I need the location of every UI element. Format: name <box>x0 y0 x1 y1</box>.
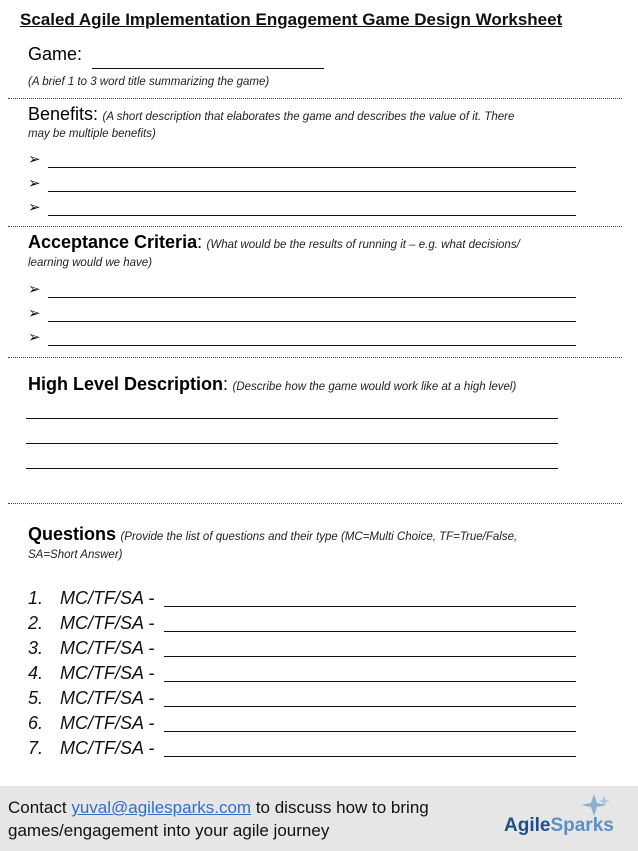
section-divider <box>8 503 622 504</box>
question-answer-line[interactable] <box>164 681 576 682</box>
section-divider <box>8 98 622 99</box>
question-answer-line[interactable] <box>164 756 576 757</box>
description-line-3[interactable] <box>26 468 558 469</box>
questions-label: Questions <box>28 524 117 544</box>
footer-contact-suffix: to discuss how to bring <box>251 798 429 817</box>
question-row[interactable] <box>28 638 588 662</box>
benefit-line-1[interactable] <box>28 150 588 170</box>
acceptance-line-1[interactable] <box>28 280 588 300</box>
arrow-bullet-icon: ➢ <box>28 199 41 216</box>
benefits-heading <box>28 104 618 125</box>
question-number: 4. <box>28 663 44 683</box>
acceptance-hint-line1: (What would be the results of running it – e.g. what decisions/ <box>206 239 520 251</box>
question-row[interactable] <box>28 738 588 762</box>
questions-hint-line1: (Provide the list of questions and their type (MC=Multi Choice, TF=True/False, <box>120 531 518 543</box>
question-number: 3. <box>28 638 44 658</box>
game-section <box>28 44 618 65</box>
question-row[interactable] <box>28 688 588 712</box>
description-line-2[interactable] <box>26 443 558 444</box>
arrow-bullet-icon: ➢ <box>28 329 41 346</box>
contact-email-link[interactable]: yuval@agilesparks.com <box>71 798 252 817</box>
acceptance-line-2[interactable] <box>28 304 588 324</box>
acceptance-line-3[interactable] <box>28 328 588 348</box>
arrow-bullet-icon: ➢ <box>28 305 41 322</box>
benefits-label: Benefits: <box>28 104 99 124</box>
benefits-hint-line1: (A short description that elaborates the game and describes the value of it. There <box>102 111 515 123</box>
question-number: 2. <box>28 613 44 633</box>
question-number: 7. <box>28 738 44 758</box>
question-answer-line[interactable] <box>164 706 576 707</box>
benefit-line-2[interactable] <box>28 174 588 194</box>
question-row[interactable] <box>28 713 588 737</box>
benefit-line-3[interactable] <box>28 198 588 218</box>
section-divider <box>8 357 622 358</box>
question-type-label: MC/TF/SA - <box>60 713 155 733</box>
footer-banner <box>0 786 638 851</box>
footer-contact-prefix: Contact <box>8 798 72 817</box>
acceptance-heading <box>28 232 618 253</box>
arrow-bullet-icon: ➢ <box>28 175 41 192</box>
description-label: High Level Description: <box>28 374 229 394</box>
game-label: Game: <box>28 44 83 64</box>
question-type-label: MC/TF/SA - <box>60 688 155 708</box>
question-type-label: MC/TF/SA - <box>60 663 155 683</box>
footer-line2: games/engagement into your agile journey <box>8 821 330 840</box>
question-row[interactable] <box>28 613 588 637</box>
description-heading <box>28 374 618 395</box>
logo-wordmark <box>504 815 614 837</box>
footer-text <box>8 796 429 842</box>
description-line-1[interactable] <box>26 418 558 419</box>
questions-hint-line2: SA=Short Answer) <box>28 549 123 561</box>
section-divider <box>8 226 622 227</box>
description-hint: (Describe how the game would work like at a high level) <box>232 381 517 393</box>
game-hint: (A brief 1 to 3 word title summarizing the game) <box>28 76 270 88</box>
logo-agile-text: Agile <box>504 815 551 836</box>
question-answer-line[interactable] <box>164 731 576 732</box>
question-row[interactable] <box>28 663 588 687</box>
arrow-bullet-icon: ➢ <box>28 281 41 298</box>
acceptance-label: Acceptance Criteria: <box>28 232 203 252</box>
worksheet-title: Scaled Agile Implementation Engagement Game Design Worksheet <box>20 10 563 29</box>
logo-sparks-text: Sparks <box>550 815 614 836</box>
arrow-bullet-icon: ➢ <box>28 151 41 168</box>
question-answer-line[interactable] <box>164 656 576 657</box>
question-answer-line[interactable] <box>164 606 576 607</box>
question-row[interactable] <box>28 588 588 612</box>
question-type-label: MC/TF/SA - <box>60 638 155 658</box>
question-type-label: MC/TF/SA - <box>60 738 155 758</box>
game-title-line[interactable] <box>92 68 324 69</box>
question-number: 5. <box>28 688 44 708</box>
question-type-label: MC/TF/SA - <box>60 588 155 608</box>
question-answer-line[interactable] <box>164 631 576 632</box>
benefits-hint-line2: may be multiple benefits) <box>28 128 156 140</box>
question-number: 1. <box>28 588 44 608</box>
agilesparks-logo <box>498 798 628 842</box>
acceptance-hint-line2: learning would we have) <box>28 257 153 269</box>
question-number: 6. <box>28 713 44 733</box>
questions-heading <box>28 524 618 545</box>
question-type-label: MC/TF/SA - <box>60 613 155 633</box>
